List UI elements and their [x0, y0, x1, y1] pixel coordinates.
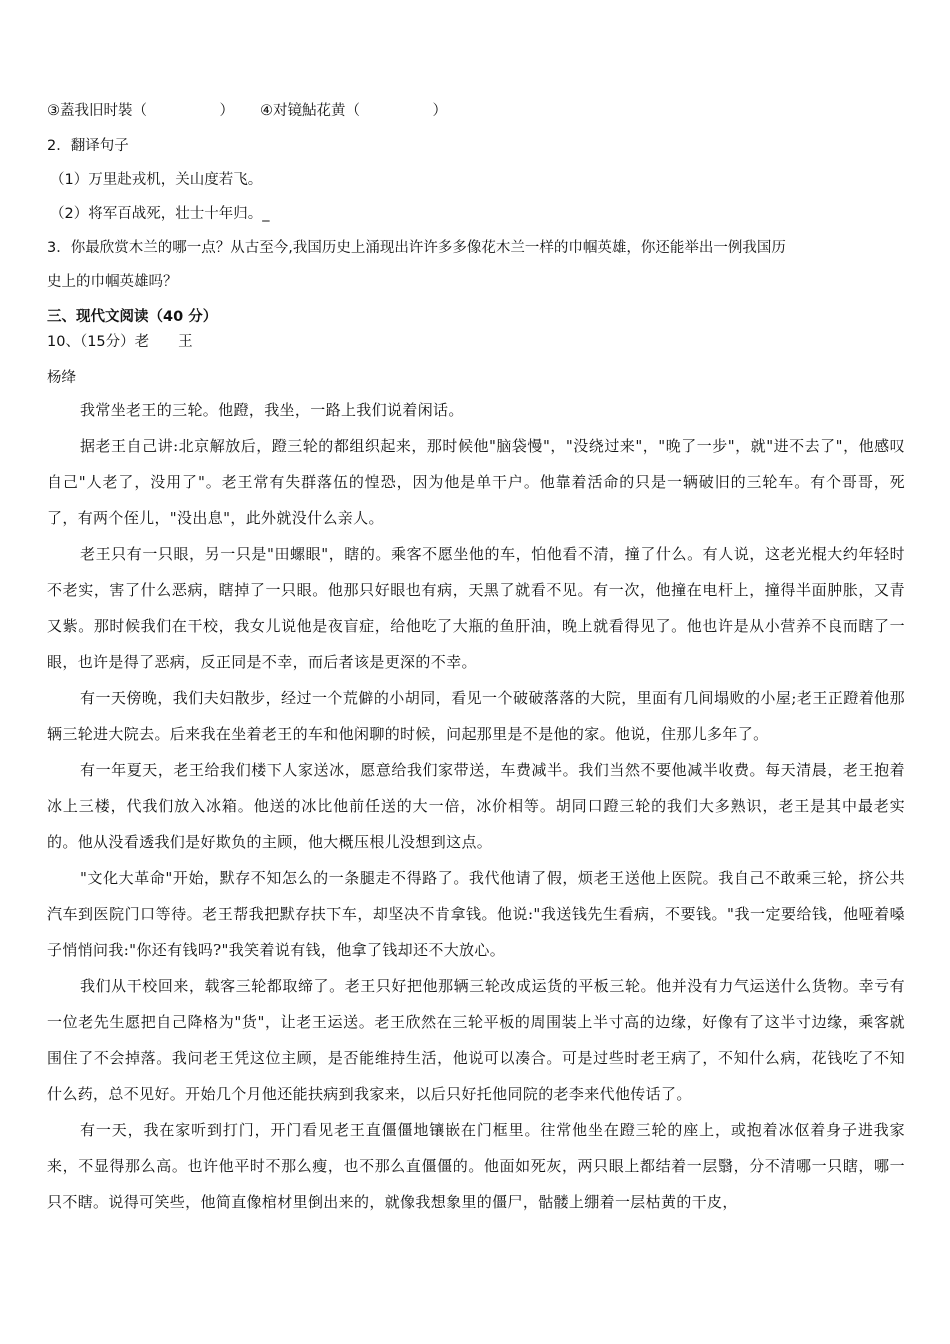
- author-name: 杨绛: [47, 370, 76, 386]
- question-3-line-2: 史上的巾帼英雄吗？: [47, 274, 178, 290]
- paragraph-7: 我们从干校回来，载客三轮都取缔了。老王只好把他那辆三轮改成运货的平板三轮。他并没有力气运送什么货物。幸亏有一位老先生愿把自己降格为"货"，让老王运送。老王欣然在三轮平板的周围装上半寸高的边缘，好像有了这半寸边缘，乘客就围住了不会掉落。我问老王凭这位主顾，是否能维持生活，他说可以凑合。可是过些时老王病了，不知什么病，花钱吃了不知什么药，总不见好。开始几个月他还能扶病到我家来，以后只好托他同院的老李来代他传话了。: [47, 977, 905, 1103]
- question-item-4: ④对镜鮎花黄（ ）: [260, 103, 447, 119]
- paragraph-1: 我常坐老王的三轮。他蹬，我坐，一路上我们说着闲话。: [80, 401, 464, 419]
- question-2-sentence-2: （2）将军百战死，壮士十年归。_: [50, 206, 270, 222]
- paragraph-3: 老王只有一只眼，另一只是"田螺眼"，瞎的。乘客不愿坐他的车，怕他看不清，撞了什么。有人说，这老光棍大约年轻时不老实，害了什么恶病，瞎掉了一只眼。他那只好眼也有病，天黑了就看不见。有一次，他撞在电杆上，撞得半面肿胀，又青又紫。那时候我们在干校，我女儿说他是夜盲症，给他吃了大瓶的鱼肝油，晚上就看得见了。他也许是从小营养不良而瞎了一眼，也许是得了恶病，反正同是不幸，而后者该是更深的不幸。: [47, 545, 905, 671]
- question-item-3: ③蓋我旧时裝（ ）: [47, 103, 234, 119]
- paragraph-5: 有一年夏天，老王给我们楼下人家送冰，愿意给我们家带送，车费减半。我们当然不要他减半收费。每天清晨，老王抱着冰上三楼，代我们放入冰箱。他送的冰比他前任送的大一倍，冰价相等。胡同口蹬三轮的我们大多熟识，老王是其中最老实的。他从没看透我们是好欺负的主顾，他大概压根儿没想到这点。: [47, 761, 905, 851]
- question-3-line-1: 3．你最欣赏木兰的哪一点？从古至今,我国历史上涌现出许许多多像花木兰一样的巾帼英雄，你还能举出一例我国历: [47, 240, 786, 256]
- paragraph-6: "文化大革命"开始，默存不知怎么的一条腿走不得路了。我代他请了假，烦老王送他上医院。我自己不敢乘三轮，挤公共汽车到医院门口等待。老王帮我把默存扶下车，却坚决不肯拿钱。他说:"我送钱先生看病，不要钱。"我一定要给钱，他哑着嗓子悄悄问我:"你还有钱吗?"我笑着说有钱，他拿了钱却还不大放心。: [47, 869, 905, 959]
- question-2-title: 2．翻译句子: [47, 138, 129, 154]
- paragraph-8: 有一天，我在家听到打门，开门看见老王直僵僵地镶嵌在门框里。往常他坐在蹬三轮的座上，或抱着冰伛着身子进我家来，不显得那么高。也许他平时不那么瘦，也不那么直僵僵的。他面如死灰，两只眼上都结着一层翳，分不清哪一只瞎，哪一只不瞎。说得可笑些，他简直像棺材里倒出来的，就像我想象里的僵尸，骷髅上绷着一层枯黄的干皮，: [47, 1121, 905, 1211]
- question-items-3-4: [47, 101, 905, 121]
- paragraph-2: 据老王自己讲:北京解放后，蹬三轮的都组织起来，那时候他"脑袋慢"，"没绕过来"，"晚了一步"，就"进不去了"，他感叹自己"人老了，没用了"。老王常有失群落伍的惶恐，因为他是单干户。他靠着活命的只是一辆破旧的三轮车。有个哥哥，死了，有两个侄儿，"没出息"，此外就没什么亲人。: [47, 437, 905, 527]
- paragraph-4: 有一天傍晚，我们夫妇散步，经过一个荒僻的小胡同，看见一个破破落落的大院，里面有几间塌败的小屋;老王正蹬着他那辆三轮进大院去。后来我在坐着老王的车和他闲聊的时候，问起那里是不是他的家。他说，住那儿多年了。: [47, 689, 905, 743]
- question-10-label: 10、（15分）老 王: [47, 334, 193, 350]
- question-2-sentence-1: （1）万里赴戎机，关山度若飞。: [50, 172, 263, 188]
- section-heading: 三、现代文阅读（40 分）: [47, 309, 218, 325]
